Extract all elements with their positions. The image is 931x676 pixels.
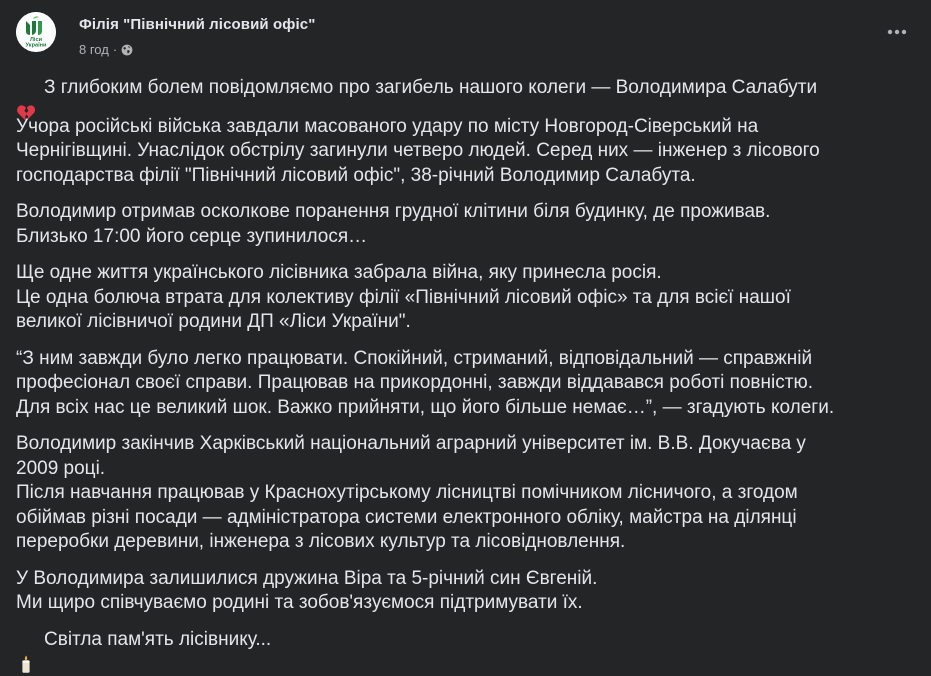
- broken-heart-icon: [16, 78, 36, 98]
- post-paragraph: Володимир закінчив Харківський національний аграрний університет ім. В.В. Докучаєва у 2009 році. Після навчання працював у Краснохутірському лісництві помічником лісничого, а згодом обіймав різні посади — адміністратора системи електронного обліку, майстра на ділянці переробки деревини, інженера з лісових культур та лісовідновлення.: [16, 433, 806, 552]
- globe-icon[interactable]: [121, 44, 133, 56]
- forest-logo-icon: [16, 12, 56, 52]
- post-time-link[interactable]: 8 год: [79, 42, 109, 57]
- post-headline: З глибоким болем повідомляємо про загибель нашого колеги — Володимира Салабути: [44, 77, 818, 98]
- post-paragraph: Володимир отримав осколкове поранення грудної клітини біля будинку, де проживав. Близько 17:00 його серце зупинилося…: [16, 201, 771, 247]
- post-body: [16, 76, 917, 664]
- post-paragraph: Учора російські війська завдали масованого удару по місту Новгород-Сіверський на Чернігівщині. Унаслідок обстрілу загинули четверо людей. Серед них — інженер з лісового господарства філії "Північний лісовий офіс", 38-річний Володимир Салабута.: [16, 115, 820, 186]
- post-paragraph: У Володимира залишилися дружина Віра та 5-річний син Євгеній. Ми щиро співчуваємо родині та зобов'язуємося підтримувати їх.: [16, 567, 598, 613]
- page-avatar[interactable]: [16, 12, 56, 52]
- meta-separator: ·: [112, 42, 118, 57]
- post-paragraph: [16, 628, 917, 653]
- candle-icon: [16, 630, 36, 650]
- more-options-button[interactable]: [879, 14, 915, 50]
- avatar-text-top: Ліси: [29, 37, 43, 43]
- post-closing-line: Світла пам'ять лісівнику...: [44, 628, 272, 650]
- post-header: [16, 12, 915, 66]
- page-name-link[interactable]: Філія "Північний лісовий офіс": [79, 16, 316, 33]
- post-paragraph: [16, 76, 917, 101]
- post-meta: [79, 42, 133, 57]
- post-paragraph: “З ним завжди було легко працювати. Спокійний, стриманий, відповідальний — справжній професіонал своєї справи. Працював на прикордонні, завжди віддавався роботі повністю. Для всіх нас це великий шок. Важко прийняти, що його більше немає…”, — згадують колеги.: [16, 347, 835, 418]
- more-dots-icon: [885, 20, 909, 44]
- post-paragraph: Ще одне життя українського лісівника забрала війна, яку принесла росія. Це одна болюча втрата для колективу філії «Північний лісовий офіс» та для всієї нашої великої лісівничої родини ДП «Ліси України".: [16, 262, 791, 332]
- avatar-text-bottom: України: [25, 42, 47, 49]
